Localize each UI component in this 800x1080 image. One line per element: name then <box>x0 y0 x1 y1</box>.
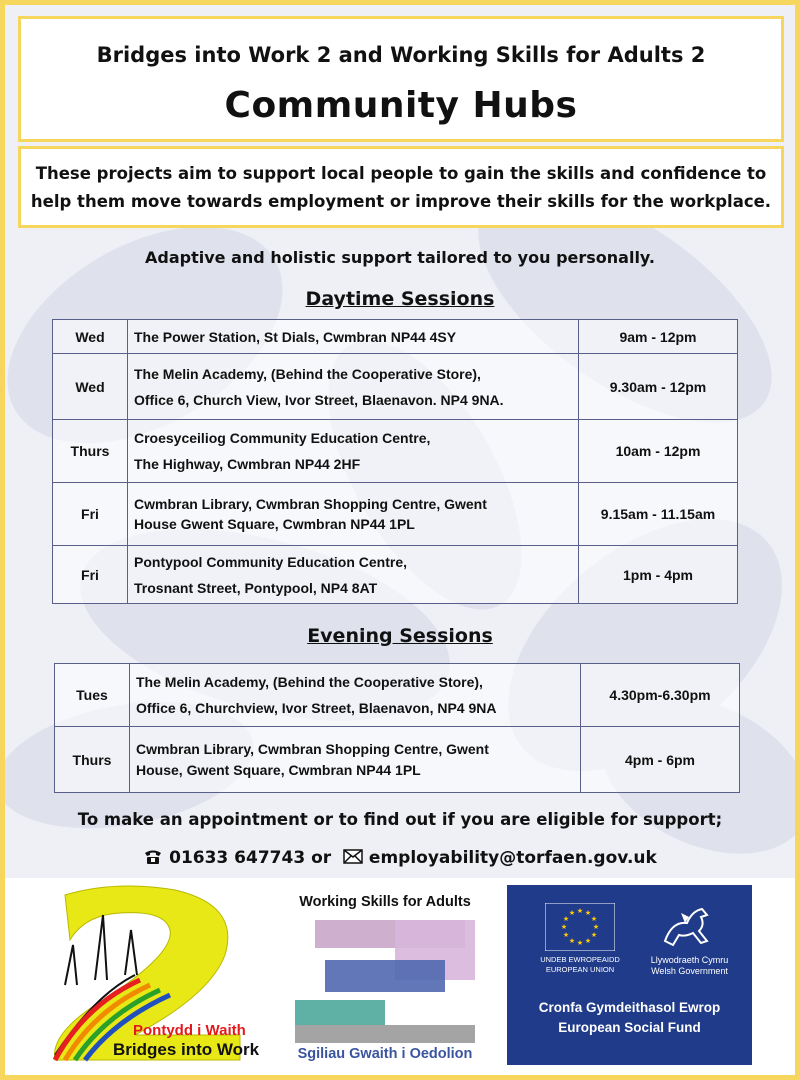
session-time: 10am - 12pm <box>579 420 738 483</box>
table-row <box>55 664 740 727</box>
esf-welsh-text: Cronfa Gymdeithasol Ewrop <box>538 1000 721 1015</box>
venue-line: Trosnant Street, Pontypool, NP4 8AT <box>134 579 378 596</box>
eu-caption-english: EUROPEAN UNION <box>545 965 615 974</box>
session-venue <box>128 320 579 354</box>
session-day: Wed <box>53 354 128 420</box>
table-row <box>53 320 738 354</box>
session-time: 4.30pm-6.30pm <box>581 664 740 727</box>
session-time: 9am - 12pm <box>579 320 738 354</box>
session-time: 4pm - 6pm <box>581 727 740 793</box>
title-box <box>18 16 784 142</box>
btw-welsh-text: Pontydd i Waith <box>133 1022 246 1039</box>
table-row <box>53 420 738 483</box>
welsh-dragon-icon <box>657 901 717 951</box>
venue-line: Office 6, Church View, Ivor Street, Blaenavon. NP4 9NA. <box>134 391 504 408</box>
venue-line: Croesyceiliog Community Education Centre, <box>134 430 431 446</box>
wsa-top-text: Working Skills for Adults <box>299 894 471 910</box>
venue-line: Office 6, Churchview, Ivor Street, Blaenavon, NP4 9NA <box>136 700 497 716</box>
phone-number[interactable]: 01633 647743 <box>169 848 306 868</box>
svg-text:★: ★ <box>562 931 570 939</box>
intro-text <box>21 160 781 216</box>
table-row <box>53 354 738 420</box>
table-row <box>55 727 740 793</box>
daytime-heading: Daytime Sessions <box>305 288 495 310</box>
svg-text:★: ★ <box>590 931 598 939</box>
esf-english-text: European Social Fund <box>558 1020 701 1035</box>
svg-text:★: ★ <box>560 923 568 931</box>
contact-details <box>5 848 795 868</box>
session-day: Wed <box>53 320 128 354</box>
venue-line: The Melin Academy, (Behind the Cooperative Store), <box>136 674 483 690</box>
svg-text:★: ★ <box>592 923 600 931</box>
eu-caption-welsh: UNDEB EWROPEAIDD <box>540 955 620 964</box>
venue-line: Cwmbran Library, Cwmbran Shopping Centre, Gwent <box>136 740 489 757</box>
wsa-bottom-text: Sgiliau Gwaith i Oedolion <box>297 1046 473 1062</box>
venue-line: The Power Station, St Dials, Cwmbran NP44 4SY <box>134 328 457 345</box>
table-row <box>53 483 738 546</box>
esf-logo <box>507 885 752 1065</box>
working-skills-logo <box>275 890 495 1065</box>
intro-box <box>18 146 784 228</box>
session-day: Thurs <box>55 727 130 793</box>
program-title: Bridges into Work 2 and Working Skills for Adults 2 <box>96 43 706 67</box>
session-day: Fri <box>53 483 128 546</box>
wg-caption-english: Welsh Government <box>651 966 728 976</box>
session-venue <box>128 420 579 483</box>
session-day: Fri <box>53 546 128 604</box>
bridges-into-work-logo <box>25 885 265 1065</box>
svg-text:★: ★ <box>576 939 584 947</box>
email-link[interactable]: employability@torfaen.gov.uk <box>368 848 657 868</box>
wg-caption <box>632 955 747 977</box>
svg-text:★: ★ <box>590 915 598 923</box>
svg-text:★: ★ <box>568 909 576 917</box>
table-row <box>53 546 738 604</box>
svg-text:★: ★ <box>584 937 592 945</box>
session-venue <box>130 664 581 727</box>
page-title: Community Hubs <box>224 85 578 126</box>
envelope-icon <box>343 849 363 864</box>
session-day: Tues <box>55 664 130 727</box>
venue-line: The Highway, Cwmbran NP44 2HF <box>134 456 361 472</box>
session-day: Thurs <box>53 420 128 483</box>
eu-flag-icon <box>545 903 615 951</box>
venue-line: House, Gwent Square, Cwmbran NP44 1PL <box>136 761 421 778</box>
svg-text:★: ★ <box>568 937 576 945</box>
session-venue <box>128 483 579 546</box>
session-venue <box>130 727 581 793</box>
tagline: Adaptive and holistic support tailored to you personally. <box>145 248 655 267</box>
wg-caption-welsh: Llywodraeth Cymru <box>650 955 729 965</box>
session-venue <box>128 354 579 420</box>
session-time: 9.30am - 12pm <box>579 354 738 420</box>
phone-icon <box>143 849 163 865</box>
venue-line: Cwmbran Library, Cwmbran Shopping Centre, Gwent <box>134 496 487 512</box>
eu-caption <box>520 955 640 975</box>
or-text: or <box>311 848 332 868</box>
evening-heading: Evening Sessions <box>307 625 493 647</box>
venue-line: The Melin Academy, (Behind the Cooperative Store), <box>134 365 481 382</box>
session-venue <box>128 546 579 604</box>
daytime-table <box>52 319 738 604</box>
svg-text:★: ★ <box>576 907 584 915</box>
contact-instructions: To make an appointment or to find out if you are eligible for support; <box>77 810 723 829</box>
btw-english-text: Bridges into Work <box>113 1040 260 1059</box>
venue-line: House Gwent Square, Cwmbran NP44 1PL <box>134 516 415 532</box>
intro-line-1: These projects aim to support local people to gain the skills and confidence to <box>35 164 767 183</box>
evening-table <box>54 663 740 793</box>
venue-line: Pontypool Community Education Centre, <box>134 553 408 570</box>
svg-text:★: ★ <box>584 909 592 917</box>
session-time: 1pm - 4pm <box>579 546 738 604</box>
intro-line-2: help them move towards employment or improve their skills for the workplace. <box>30 192 772 211</box>
session-time: 9.15am - 11.15am <box>579 483 738 546</box>
svg-text:★: ★ <box>562 915 570 923</box>
